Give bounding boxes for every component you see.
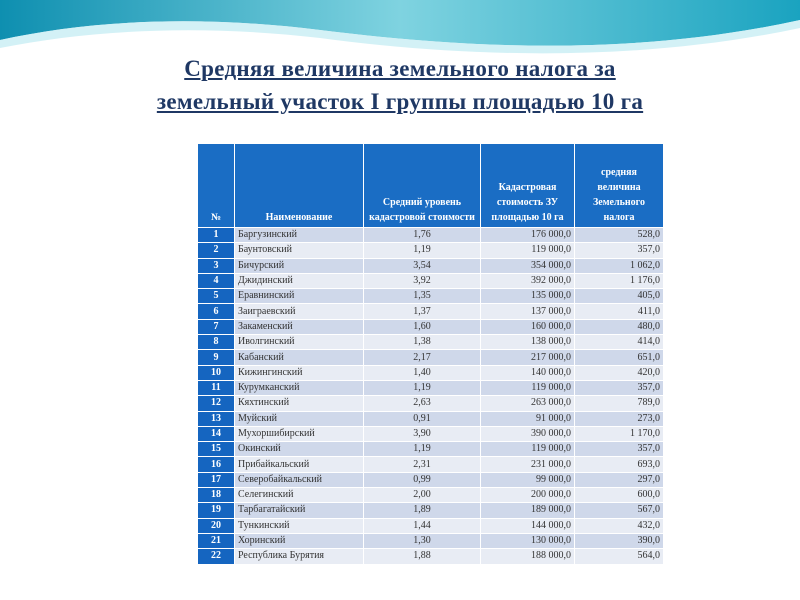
row-cadastral-value: 392 000,0 (481, 274, 574, 288)
row-name: Джидинский (235, 274, 363, 288)
row-number: 4 (198, 274, 234, 288)
row-number: 14 (198, 427, 234, 441)
row-avg-cadastral-level: 1,60 (364, 320, 480, 334)
row-name: Заиграевский (235, 304, 363, 318)
row-avg-land-tax: 528,0 (575, 228, 663, 242)
row-avg-land-tax: 693,0 (575, 457, 663, 471)
row-avg-cadastral-level: 1,19 (364, 243, 480, 257)
row-name: Еравнинский (235, 289, 363, 303)
row-number: 11 (198, 381, 234, 395)
header-number: № (198, 144, 234, 227)
row-avg-land-tax: 420,0 (575, 366, 663, 380)
header-avg-land-tax: средняя величина Земельного налога (575, 144, 663, 227)
row-number: 12 (198, 396, 234, 410)
row-cadastral-value: 160 000,0 (481, 320, 574, 334)
row-number: 18 (198, 488, 234, 502)
row-avg-cadastral-level: 3,92 (364, 274, 480, 288)
row-number: 17 (198, 473, 234, 487)
row-name: Кяхтинский (235, 396, 363, 410)
title-line-1: Средняя величина земельного налога за (184, 56, 616, 81)
row-avg-land-tax: 789,0 (575, 396, 663, 410)
table-row (198, 289, 663, 303)
row-cadastral-value: 217 000,0 (481, 350, 574, 364)
table-row (198, 274, 663, 288)
row-avg-cadastral-level: 1,89 (364, 503, 480, 517)
row-cadastral-value: 188 000,0 (481, 549, 574, 563)
row-avg-cadastral-level: 1,44 (364, 519, 480, 533)
table-header-row (198, 144, 663, 227)
row-avg-cadastral-level: 2,31 (364, 457, 480, 471)
land-tax-table (197, 143, 664, 565)
row-avg-land-tax: 297,0 (575, 473, 663, 487)
row-name: Прибайкальский (235, 457, 363, 471)
row-cadastral-value: 189 000,0 (481, 503, 574, 517)
row-cadastral-value: 263 000,0 (481, 396, 574, 410)
row-name: Кижингинский (235, 366, 363, 380)
header-cadastral-value: Кадастровая стоимость ЗУ площадью 10 га (481, 144, 574, 227)
row-name: Тарбагатайский (235, 503, 363, 517)
row-name: Республика Бурятия (235, 549, 363, 563)
row-avg-cadastral-level: 3,54 (364, 259, 480, 273)
row-avg-cadastral-level: 1,30 (364, 534, 480, 548)
row-avg-cadastral-level: 0,99 (364, 473, 480, 487)
row-name: Окинский (235, 442, 363, 456)
row-number: 5 (198, 289, 234, 303)
row-number: 15 (198, 442, 234, 456)
row-name: Селегинский (235, 488, 363, 502)
row-number: 9 (198, 350, 234, 364)
row-name: Иволгинский (235, 335, 363, 349)
row-name: Мухоршибирский (235, 427, 363, 441)
row-avg-cadastral-level: 1,19 (364, 381, 480, 395)
row-avg-land-tax: 357,0 (575, 243, 663, 257)
row-number: 7 (198, 320, 234, 334)
table-row (198, 381, 663, 395)
table-row (198, 457, 663, 471)
table-row (198, 396, 663, 410)
row-cadastral-value: 390 000,0 (481, 427, 574, 441)
title-line-2: земельный участок I группы площадью 10 га (156, 89, 644, 114)
row-number: 19 (198, 503, 234, 517)
table-row (198, 304, 663, 318)
row-avg-land-tax: 390,0 (575, 534, 663, 548)
row-avg-land-tax: 480,0 (575, 320, 663, 334)
row-number: 8 (198, 335, 234, 349)
table-row (198, 320, 663, 334)
row-avg-land-tax: 1 170,0 (575, 427, 663, 441)
row-avg-cadastral-level: 1,76 (364, 228, 480, 242)
row-cadastral-value: 99 000,0 (481, 473, 574, 487)
row-name: Бичурский (235, 259, 363, 273)
row-cadastral-value: 119 000,0 (481, 243, 574, 257)
row-name: Северобайкальский (235, 473, 363, 487)
row-avg-land-tax: 1 176,0 (575, 274, 663, 288)
row-avg-cadastral-level: 3,90 (364, 427, 480, 441)
header-name: Наименование (235, 144, 363, 227)
row-cadastral-value: 200 000,0 (481, 488, 574, 502)
row-avg-land-tax: 600,0 (575, 488, 663, 502)
row-cadastral-value: 119 000,0 (481, 442, 574, 456)
row-number: 1 (198, 228, 234, 242)
row-avg-cadastral-level: 0,91 (364, 412, 480, 426)
table-row (198, 519, 663, 533)
table-row (198, 243, 663, 257)
table-row (198, 488, 663, 502)
row-cadastral-value: 354 000,0 (481, 259, 574, 273)
row-avg-land-tax: 1 062,0 (575, 259, 663, 273)
row-number: 16 (198, 457, 234, 471)
table-row (198, 427, 663, 441)
row-avg-land-tax: 564,0 (575, 549, 663, 563)
row-name: Муйский (235, 412, 363, 426)
row-avg-cadastral-level: 1,35 (364, 289, 480, 303)
table-row (198, 442, 663, 456)
row-avg-land-tax: 567,0 (575, 503, 663, 517)
row-avg-cadastral-level: 1,37 (364, 304, 480, 318)
row-cadastral-value: 135 000,0 (481, 289, 574, 303)
row-number: 3 (198, 259, 234, 273)
table-row (198, 534, 663, 548)
table-row (198, 549, 663, 563)
row-cadastral-value: 231 000,0 (481, 457, 574, 471)
row-number: 6 (198, 304, 234, 318)
row-name: Хоринский (235, 534, 363, 548)
row-avg-cadastral-level: 2,17 (364, 350, 480, 364)
row-avg-land-tax: 405,0 (575, 289, 663, 303)
row-cadastral-value: 140 000,0 (481, 366, 574, 380)
table-row (198, 503, 663, 517)
row-name: Тункинский (235, 519, 363, 533)
row-cadastral-value: 91 000,0 (481, 412, 574, 426)
table-row (198, 228, 663, 242)
row-number: 2 (198, 243, 234, 257)
row-avg-cadastral-level: 1,88 (364, 549, 480, 563)
row-number: 20 (198, 519, 234, 533)
slide-title (40, 52, 760, 118)
row-name: Баргузинский (235, 228, 363, 242)
row-avg-land-tax: 357,0 (575, 442, 663, 456)
row-cadastral-value: 176 000,0 (481, 228, 574, 242)
row-avg-land-tax: 432,0 (575, 519, 663, 533)
row-avg-cadastral-level: 1,19 (364, 442, 480, 456)
row-cadastral-value: 137 000,0 (481, 304, 574, 318)
row-number: 10 (198, 366, 234, 380)
row-name: Баунтовский (235, 243, 363, 257)
table-row (198, 335, 663, 349)
row-avg-cadastral-level: 1,40 (364, 366, 480, 380)
row-name: Кабанский (235, 350, 363, 364)
row-cadastral-value: 130 000,0 (481, 534, 574, 548)
table-row (198, 412, 663, 426)
table-row (198, 350, 663, 364)
row-name: Закаменский (235, 320, 363, 334)
row-avg-land-tax: 273,0 (575, 412, 663, 426)
row-cadastral-value: 144 000,0 (481, 519, 574, 533)
row-avg-cadastral-level: 1,38 (364, 335, 480, 349)
row-avg-land-tax: 651,0 (575, 350, 663, 364)
table-row (198, 259, 663, 273)
row-avg-land-tax: 414,0 (575, 335, 663, 349)
table-row (198, 366, 663, 380)
header-avg-cadastral-level: Средний уровень кадастровой стоимости (364, 144, 480, 227)
row-avg-land-tax: 357,0 (575, 381, 663, 395)
row-avg-cadastral-level: 2,63 (364, 396, 480, 410)
row-number: 22 (198, 549, 234, 563)
row-cadastral-value: 138 000,0 (481, 335, 574, 349)
row-number: 21 (198, 534, 234, 548)
row-avg-land-tax: 411,0 (575, 304, 663, 318)
row-cadastral-value: 119 000,0 (481, 381, 574, 395)
row-name: Курумканский (235, 381, 363, 395)
table-row (198, 473, 663, 487)
row-avg-cadastral-level: 2,00 (364, 488, 480, 502)
row-number: 13 (198, 412, 234, 426)
